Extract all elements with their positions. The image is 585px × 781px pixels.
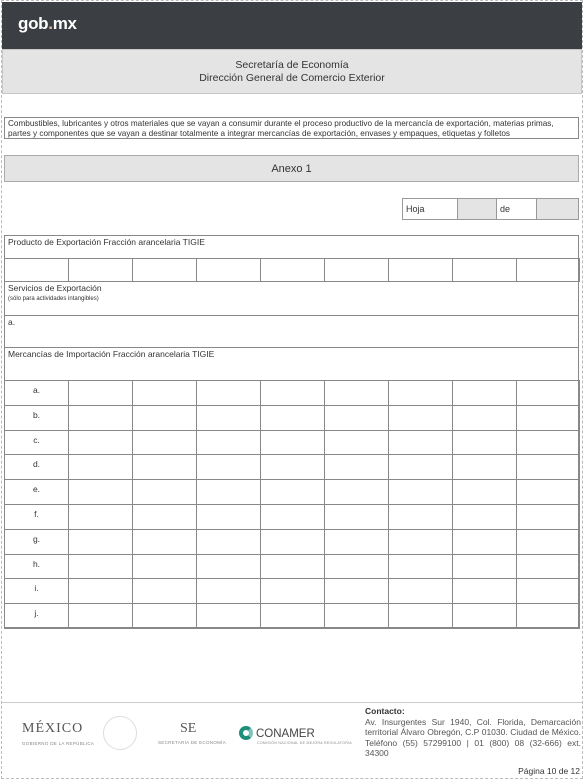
import-cell[interactable]	[516, 529, 580, 555]
coat-of-arms-icon	[103, 716, 137, 750]
export-product-cell[interactable]	[132, 258, 197, 282]
import-cell[interactable]	[452, 380, 517, 406]
import-row-label: d.	[4, 454, 69, 480]
import-cell[interactable]	[196, 405, 261, 431]
logo-dot: .	[48, 14, 53, 33]
services-section	[4, 281, 579, 316]
import-label: Mercancías de Importación Fracción arancelaria TIGIE	[4, 347, 579, 381]
import-cell[interactable]	[68, 603, 133, 629]
import-cell[interactable]	[452, 529, 517, 555]
import-cell[interactable]	[260, 405, 325, 431]
import-cell[interactable]	[388, 430, 453, 456]
import-row-label: b.	[4, 405, 69, 431]
import-cell[interactable]	[452, 454, 517, 480]
import-cell[interactable]	[260, 430, 325, 456]
export-product-cell[interactable]	[196, 258, 261, 282]
export-product-cell[interactable]	[388, 258, 453, 282]
conamer-emblem-icon	[239, 726, 253, 740]
import-cell[interactable]	[516, 454, 580, 480]
import-cell[interactable]	[196, 603, 261, 629]
import-cell[interactable]	[196, 554, 261, 580]
import-cell[interactable]	[68, 405, 133, 431]
import-cell[interactable]	[196, 380, 261, 406]
import-row-label: e.	[4, 479, 69, 505]
import-cell[interactable]	[68, 479, 133, 505]
import-cell[interactable]	[324, 529, 389, 555]
footer-divider	[2, 702, 582, 703]
top-bar	[2, 2, 582, 49]
logo-text: gob	[18, 14, 49, 33]
import-cell[interactable]	[68, 554, 133, 580]
import-row-label: i.	[4, 578, 69, 604]
import-cell[interactable]	[388, 554, 453, 580]
import-row-label: g.	[4, 529, 69, 555]
mexico-logo-sub: GOBIERNO DE LA REPÚBLICA	[22, 741, 95, 746]
import-row-label: c.	[4, 430, 69, 456]
import-cell[interactable]	[260, 529, 325, 555]
import-cell[interactable]	[196, 504, 261, 530]
import-cell[interactable]	[516, 380, 580, 406]
services-item-a[interactable]: a.	[4, 315, 579, 348]
import-cell[interactable]	[452, 578, 517, 604]
export-product-cell[interactable]	[324, 258, 389, 282]
import-cell[interactable]	[516, 554, 580, 580]
import-cell[interactable]	[452, 430, 517, 456]
conamer-logo: CONAMER	[256, 728, 315, 740]
import-cell[interactable]	[324, 380, 389, 406]
import-cell[interactable]	[260, 380, 325, 406]
import-row-label: a.	[4, 380, 69, 406]
import-cell[interactable]	[68, 504, 133, 530]
import-cell[interactable]	[68, 529, 133, 555]
import-cell[interactable]	[132, 554, 197, 580]
annex-title: Anexo 1	[4, 155, 579, 182]
import-cell[interactable]	[132, 578, 197, 604]
import-cell[interactable]	[68, 454, 133, 480]
description-box: Combustibles, lubricantes y otros materiales que se vayan a consumir durante el proceso productivo de la mercancía de exportación, materias primas, partes y componentes que se vayan a destinar totalmente a integrar mercancías de exportación, envases y empaques, etiquetas y folletos	[4, 117, 579, 139]
services-label: Servicios de Exportación	[8, 283, 102, 293]
import-cell[interactable]	[68, 380, 133, 406]
import-cell[interactable]	[324, 405, 389, 431]
de-field[interactable]	[536, 198, 579, 220]
import-cell[interactable]	[516, 479, 580, 505]
import-cell[interactable]	[388, 578, 453, 604]
import-cell[interactable]	[516, 430, 580, 456]
import-cell[interactable]	[260, 504, 325, 530]
import-cell[interactable]	[516, 405, 580, 431]
import-cell[interactable]	[260, 578, 325, 604]
import-cell[interactable]	[260, 554, 325, 580]
import-cell[interactable]	[260, 454, 325, 480]
import-cell[interactable]	[452, 554, 517, 580]
page-number: Página 10 de 12	[518, 766, 580, 776]
import-cell[interactable]	[132, 430, 197, 456]
import-cell[interactable]	[196, 529, 261, 555]
import-cell[interactable]	[516, 603, 580, 629]
import-cell[interactable]	[388, 529, 453, 555]
import-cell[interactable]	[516, 504, 580, 530]
contact-block	[365, 706, 581, 759]
import-row-label: h.	[4, 554, 69, 580]
export-product-cell[interactable]	[4, 258, 69, 282]
import-cell[interactable]	[132, 603, 197, 629]
conamer-logo-sub: COMISIÓN NACIONAL DE MEJORA REGULATORIA	[257, 741, 353, 745]
import-cell[interactable]	[452, 405, 517, 431]
import-cell[interactable]	[132, 529, 197, 555]
import-cell[interactable]	[260, 603, 325, 629]
export-product-cell[interactable]	[516, 258, 580, 282]
import-cell[interactable]	[196, 430, 261, 456]
import-cell[interactable]	[196, 578, 261, 604]
import-cell[interactable]	[452, 479, 517, 505]
logo-suffix: mx	[52, 14, 77, 33]
import-cell[interactable]	[196, 479, 261, 505]
import-cell[interactable]	[452, 504, 517, 530]
import-cell[interactable]	[388, 603, 453, 629]
import-row-label: f.	[4, 504, 69, 530]
import-cell[interactable]	[324, 554, 389, 580]
import-cell[interactable]	[324, 454, 389, 480]
contact-title: Contacto:	[365, 706, 405, 716]
import-cell[interactable]	[132, 479, 197, 505]
se-logo: SE	[180, 721, 197, 736]
import-cell[interactable]	[324, 504, 389, 530]
import-cell[interactable]	[388, 479, 453, 505]
se-logo-sub: SECRETARÍA DE ECONOMÍA	[158, 740, 227, 745]
services-note: (sólo para actividades intangibles)	[8, 296, 99, 302]
import-cell[interactable]	[388, 504, 453, 530]
import-cell[interactable]	[324, 479, 389, 505]
import-cell[interactable]	[324, 603, 389, 629]
hoja-field[interactable]	[457, 198, 497, 220]
export-product-label: Producto de Exportación Fracción arancelaria TIGIE	[4, 235, 579, 259]
import-cell[interactable]	[68, 578, 133, 604]
import-cell[interactable]	[452, 603, 517, 629]
gobmx-logo[interactable]	[18, 14, 77, 34]
import-cell[interactable]	[132, 454, 197, 480]
import-cell[interactable]	[132, 504, 197, 530]
de-label: de	[496, 198, 537, 220]
export-product-cell[interactable]	[452, 258, 517, 282]
import-cell[interactable]	[324, 430, 389, 456]
import-cell[interactable]	[324, 578, 389, 604]
import-cell[interactable]	[388, 405, 453, 431]
hoja-label: Hoja	[402, 198, 458, 220]
mexico-logo: MÉXICO	[22, 721, 84, 736]
import-cell[interactable]	[132, 380, 197, 406]
import-row-label: j.	[4, 603, 69, 629]
import-cell[interactable]	[132, 405, 197, 431]
import-cell[interactable]	[68, 430, 133, 456]
contact-text: Av. Insurgentes Sur 1940, Col. Florida, Demarcación territorial Álvaro Obregón, C.P 01030. Ciudad de México. Teléfono (55) 57299100 | 01 (800) 08 (32-666) ext. 34300	[365, 716, 581, 758]
import-cell[interactable]	[388, 454, 453, 480]
export-product-cell[interactable]	[260, 258, 325, 282]
import-cell[interactable]	[516, 578, 580, 604]
document-header	[2, 49, 582, 94]
export-product-cell[interactable]	[68, 258, 133, 282]
import-cell[interactable]	[388, 380, 453, 406]
import-cell[interactable]	[260, 479, 325, 505]
import-cell[interactable]	[196, 454, 261, 480]
header-direccion: Dirección General de Comercio Exterior	[199, 72, 385, 84]
header-secretaria: Secretaría de Economía	[235, 59, 349, 71]
